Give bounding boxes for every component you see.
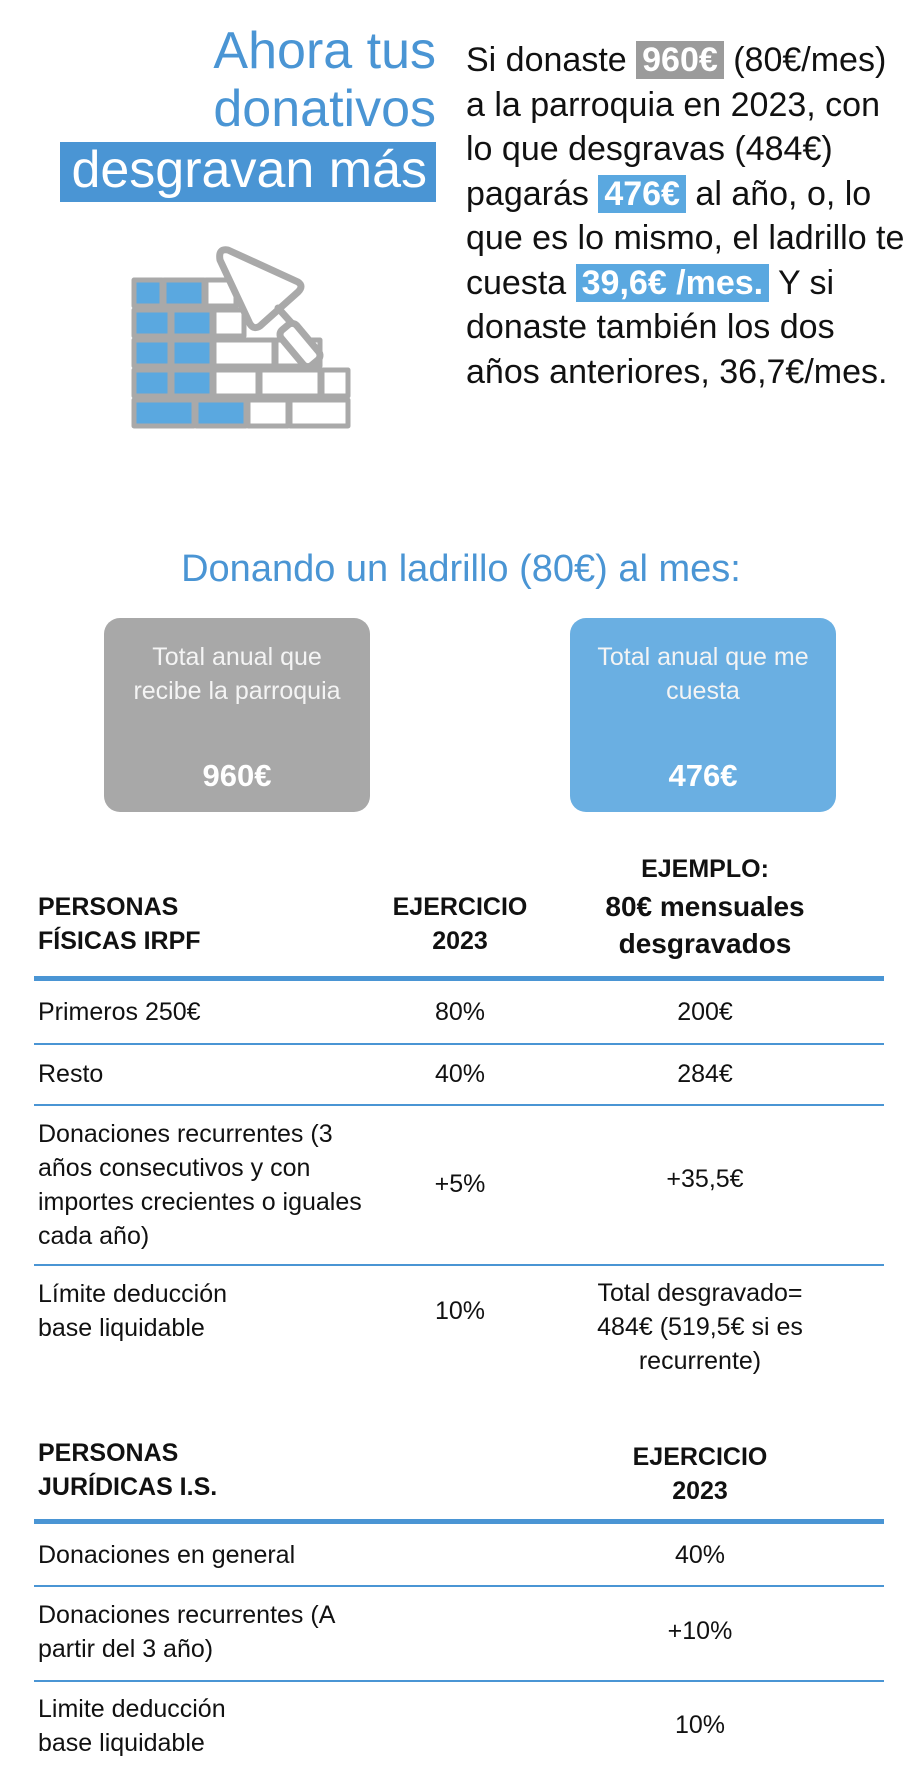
irpf-row-4-concept: Límite deducción base liquidable — [38, 1280, 228, 1342]
irpf-row-3-concept: Donaciones recurrentes (3 años consecutivos y con importes crecientes o iguales cada año) — [38, 1120, 362, 1250]
is-header-concept: PERSONAS JURÍDICAS I.S. — [38, 1439, 218, 1501]
irpf-header-example-top: EJEMPLO: — [641, 855, 769, 883]
irpf-row-2-rate: 40% — [434, 1060, 486, 1088]
is-row-3-concept: Limite deducción base liquidable — [38, 1695, 226, 1757]
card-my-cost — [570, 618, 836, 812]
card-my-cost-value: 476€ — [668, 758, 738, 793]
irpf-row-4-example: Total desgravado= 484€ (519,5€ si es recurrente) — [597, 1279, 803, 1375]
intro-text-2: (80€/mes) a la parroquia en 2023, con lo que desgravas (484€) pagarás — [466, 41, 887, 213]
irpf-header-divider — [34, 976, 884, 981]
is-row-divider — [34, 1585, 884, 1587]
is-header-divider — [34, 1519, 884, 1524]
is-row-divider — [34, 1680, 884, 1682]
irpf-row-2-example: 284€ — [677, 1060, 733, 1088]
intro-text-4: Y si donaste también los dos años anteriores, 36,7€/mes. — [466, 263, 888, 391]
is-row-3-rate: 10% — [674, 1711, 726, 1739]
irpf-row-3-rate: +5% — [434, 1170, 486, 1198]
headline-highlight: desgravan más — [60, 142, 436, 202]
irpf-row-divider — [34, 1104, 884, 1106]
irpf-row-divider — [34, 1043, 884, 1045]
headline-line-1: Ahora tus — [213, 22, 436, 80]
card-my-cost-label: Total anual que me cuesta — [597, 643, 809, 705]
monthly-cost-highlight: 39,6€ /mes. — [576, 264, 769, 302]
headline — [60, 22, 436, 202]
donated-amount-highlight: 960€ — [636, 41, 724, 79]
irpf-header-concept: PERSONAS FÍSICAS IRPF — [38, 893, 201, 955]
section-subtitle: Donando un ladrillo (80€) al mes: — [181, 548, 741, 590]
intro-text-3: al año, o, lo que es lo mismo, el ladrillo te cuesta — [466, 174, 905, 302]
card-parish-receives-value: 960€ — [202, 758, 272, 793]
card-parish-receives-label: Total anual que recibe la parroquia — [133, 643, 341, 705]
irpf-row-1-concept: Primeros 250€ — [38, 998, 201, 1026]
is-row-2-rate: +10% — [667, 1617, 733, 1645]
irpf-row-1-example: 200€ — [677, 998, 733, 1026]
is-row-2-concept: Donaciones recurrentes (A partir del 3 año) — [38, 1601, 334, 1663]
intro-paragraph — [466, 38, 906, 394]
irpf-row-divider — [34, 1264, 884, 1266]
is-row-1-concept: Donaciones en general — [38, 1541, 296, 1569]
brick-wall-trowel-icon — [128, 238, 358, 468]
irpf-header-example: 80€ mensuales desgravados — [605, 891, 805, 959]
paid-amount-highlight: 476€ — [598, 175, 686, 213]
irpf-header-year: EJERCICIO 2023 — [392, 893, 528, 955]
headline-line-2: donativos — [213, 80, 436, 138]
irpf-row-4-rate: 10% — [434, 1297, 486, 1325]
card-parish-receives — [104, 618, 370, 812]
intro-text-1: Si donaste — [466, 41, 627, 79]
irpf-row-3-example: +35,5€ — [666, 1165, 744, 1193]
irpf-row-2-concept: Resto — [38, 1060, 104, 1088]
irpf-row-1-rate: 80% — [434, 998, 486, 1026]
is-header-year: EJERCICIO 2023 — [632, 1443, 768, 1505]
is-row-1-rate: 40% — [674, 1541, 726, 1569]
